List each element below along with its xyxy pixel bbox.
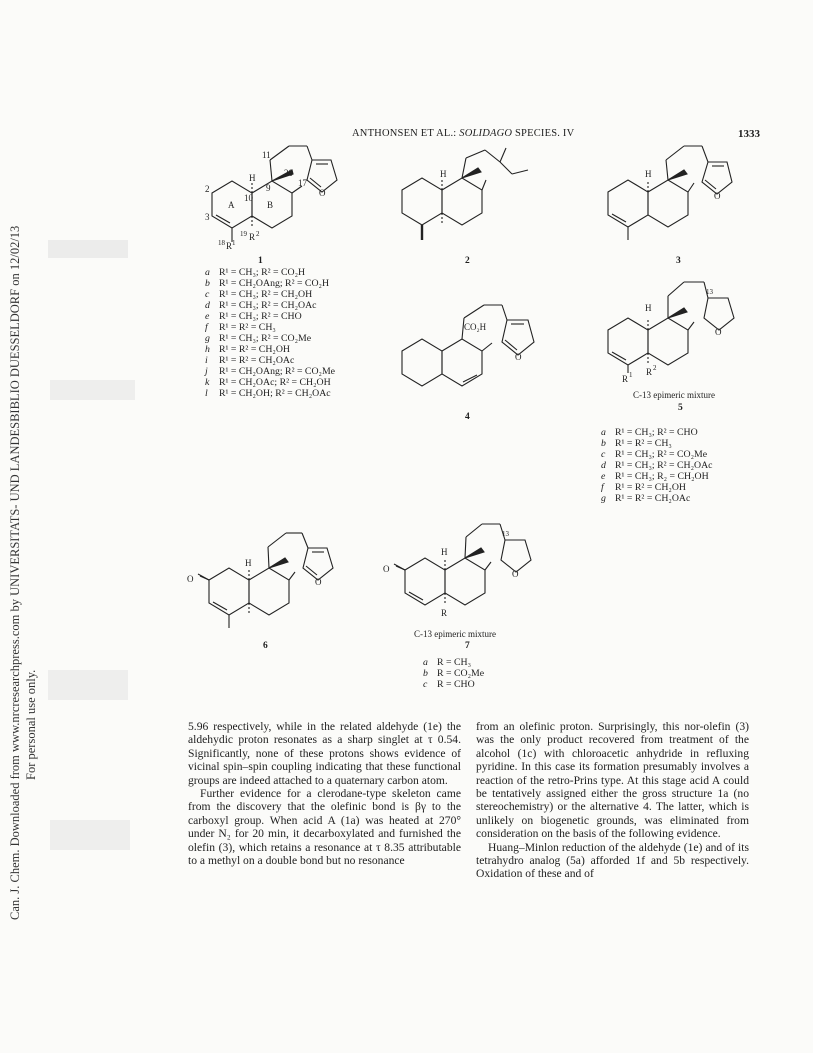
bond-line <box>269 558 288 568</box>
bond-line <box>648 180 688 227</box>
atom-label: 3 <box>205 212 210 222</box>
atom-label: H <box>441 547 448 557</box>
item-formula: R¹ = R² = CH₃ <box>615 438 672 449</box>
bond-line <box>485 150 500 162</box>
atom-label: R <box>249 232 256 242</box>
item-formula: R = CHO <box>437 679 475 690</box>
bond-line <box>396 566 405 570</box>
atom-label: 2 <box>205 184 210 194</box>
item-key: b <box>205 278 210 289</box>
bond-line <box>442 178 482 225</box>
item-formula: R¹ = CH₃; R² = CH₂OAc <box>219 300 317 311</box>
atom-label: 19 <box>240 230 247 238</box>
atom-label: 2 <box>653 364 657 372</box>
structure-2 <box>402 148 528 240</box>
atom-label: 1 <box>629 371 633 379</box>
bond-line <box>289 572 295 580</box>
list-item <box>601 460 713 471</box>
item-formula: R¹ = CH₃; R² = CO₂Me <box>615 449 708 460</box>
scan-noise <box>50 820 130 850</box>
list-item <box>205 344 335 355</box>
item-key: d <box>601 460 606 471</box>
atom-label: 18 <box>218 239 225 247</box>
item-formula: R¹ = CH₃; R² = CO₂Me <box>219 333 312 344</box>
list-item <box>205 300 335 311</box>
bond-line <box>612 352 626 360</box>
list-item <box>601 427 713 438</box>
structure-3 <box>608 146 732 240</box>
atom-label: O <box>315 577 322 587</box>
item-key: b <box>423 668 428 679</box>
atom-label: H <box>645 303 652 313</box>
item-formula: R¹ = CH₂OAng; R² = CO₂H <box>219 278 330 289</box>
bond-line <box>612 214 626 222</box>
bond-line <box>668 170 687 180</box>
watermark-line-1: Can. J. Chem. Downloaded from www.nrcresearchpress.com by UNIVERSITATS- UND LANDESBIBLIO DUESSELDORF on 12/02/13 <box>8 225 22 920</box>
bond-line <box>465 548 484 558</box>
bond-line <box>666 160 668 180</box>
bond-line <box>502 320 534 355</box>
atom-label: O <box>714 191 721 201</box>
paragraph: Huang–Minlon reduction of the aldehyde (1e) and of its tetrahydro analog (5a) afforded 1f and 5b respectively. Oxidation of these and of <box>476 840 749 881</box>
bond-line <box>502 305 507 320</box>
bond-line <box>705 180 716 189</box>
atom-label: B <box>267 200 274 210</box>
list-item <box>423 679 484 690</box>
item-key: d <box>205 300 210 311</box>
bond-line <box>485 562 491 570</box>
bond-line <box>702 162 732 194</box>
item-key: a <box>601 427 606 438</box>
bond-line <box>306 566 317 575</box>
ring-a-double-bond <box>216 215 230 223</box>
item-key: l <box>205 388 208 399</box>
item-formula: R¹ = R² = CH₂OH <box>615 482 686 493</box>
atom-label: A <box>228 200 235 210</box>
substituent-list-5 <box>601 427 713 504</box>
item-key: e <box>601 471 606 482</box>
bond-line <box>512 170 528 174</box>
atom-label: H <box>245 558 252 568</box>
paragraph: from an olefinic proton. Surprisingly, this nor-olefin (3) was the only product recovered from treatment of the alcohol (1c) with chloroacetic anhydride in refluxing pyridine. In this case its formation presumably involves a reaction of the retro-Prins type. At this stage acid A could be tentatively assigned either the gross structure 1a (no stereochemistry) or the alternative 4. The latter, which is unlikely on biogenetic grounds, was eliminated from consideration on the basis of the following evidence. <box>476 720 749 841</box>
substituent-list-1 <box>205 267 335 399</box>
chain-bond <box>307 146 312 160</box>
atom-label: H <box>249 173 256 183</box>
item-key: h <box>205 344 210 355</box>
bond-line <box>501 540 531 572</box>
bond-line <box>213 602 227 610</box>
list-item <box>205 388 335 399</box>
compound-label-6: 6 <box>263 641 268 651</box>
atom-label: R <box>646 367 653 377</box>
list-item <box>205 322 335 333</box>
bond-line <box>302 533 308 548</box>
bond-line <box>465 537 466 558</box>
item-formula: R¹ = CH₂OAng; R² = CO₂Me <box>219 366 336 377</box>
bond-line <box>500 148 506 162</box>
bond-line <box>462 168 481 178</box>
list-item <box>601 449 713 460</box>
atom-label: 20 <box>284 168 293 178</box>
bond-line <box>445 558 485 605</box>
bond-line <box>500 162 512 174</box>
bond-line <box>462 158 466 178</box>
bond-line <box>200 576 209 580</box>
item-formula: R¹ = CH₃; R² = CO₂H <box>219 267 306 278</box>
running-title-suffix: SPECIES. IV <box>512 128 575 139</box>
bond-line <box>442 339 482 386</box>
bond-line <box>648 318 688 365</box>
bond-line <box>482 343 492 351</box>
item-key: k <box>205 377 210 388</box>
list-item <box>601 438 713 449</box>
bond-line <box>466 150 485 158</box>
bond-line <box>505 340 517 350</box>
list-item <box>601 482 713 493</box>
chain-bond <box>270 160 272 181</box>
furan-double-bond <box>310 178 321 187</box>
bond-line <box>482 180 486 190</box>
bond-line <box>608 180 648 227</box>
atom-label: O <box>383 564 390 574</box>
list-item <box>205 267 335 278</box>
compound-label-3: 3 <box>676 256 681 266</box>
atom-label: H <box>440 169 447 179</box>
atom-label: R <box>226 241 233 251</box>
atom-label: 10 <box>244 193 253 203</box>
compound-label-4: 4 <box>465 412 470 422</box>
list-item <box>205 355 335 366</box>
item-formula: R¹ = R² = CH₂OAc <box>219 355 295 366</box>
item-formula: R¹ = R² = CH₃ <box>219 322 276 333</box>
list-item <box>205 311 335 322</box>
bond-line <box>466 524 482 537</box>
structure-1 <box>205 146 337 251</box>
bond-line <box>668 308 687 318</box>
item-key: c <box>205 289 210 300</box>
compound-label-5: 5 <box>678 403 683 413</box>
item-formula: R¹ = CH₂OAc; R² = CH₂OH <box>219 377 331 388</box>
bond-line <box>702 146 708 162</box>
item-key: g <box>601 493 606 504</box>
atom-label: 11 <box>262 150 271 160</box>
bond-line <box>704 298 734 330</box>
bond-line <box>249 568 289 615</box>
atom-label: 13 <box>706 288 713 296</box>
bond-line <box>268 547 269 568</box>
running-title-prefix: ANTHONSEN ET AL.: <box>352 128 460 139</box>
item-key: e <box>205 311 210 322</box>
item-key: i <box>205 355 208 366</box>
item-key: b <box>601 438 606 449</box>
structure-6 <box>187 533 333 628</box>
caption-5: C-13 epimeric mixture <box>633 390 715 400</box>
list-item <box>601 471 713 482</box>
item-key: f <box>601 482 604 493</box>
bond-line <box>688 322 694 330</box>
bond-line <box>268 533 286 547</box>
watermark-line-2: For personal use only. <box>24 669 38 780</box>
atom-label: 2 <box>256 230 260 238</box>
atom-label: O <box>515 352 522 362</box>
atom-label: 9 <box>266 183 271 193</box>
atom-label: O <box>512 569 519 579</box>
compound-label-7: 7 <box>465 641 470 651</box>
bond-line <box>688 183 694 192</box>
list-item <box>205 333 335 344</box>
item-key: c <box>423 679 428 690</box>
item-formula: R¹ = CH₃; R₂ = CH₂OH <box>615 471 709 482</box>
item-formula: R¹ = CH₃; R² = CH₂OH <box>219 289 313 300</box>
atom-label: 17 <box>298 178 307 188</box>
item-formula: R¹ = R² = CH₂OH <box>219 344 290 355</box>
item-key: j <box>205 366 208 377</box>
bond-line <box>608 318 648 365</box>
atom-label: CO₂H <box>464 322 487 332</box>
atom-label: O <box>319 188 326 198</box>
item-formula: R¹ = CH₃; R² = CHO <box>615 427 698 438</box>
bond-line <box>402 178 442 225</box>
bond-line <box>668 282 684 296</box>
item-key: g <box>205 333 210 344</box>
item-key: a <box>205 267 210 278</box>
paragraph: Further evidence for a clerodane-type skeleton came from the discovery that the olefinic bond is βγ to the carboxyl group. When acid A (1a) was heated at 270° under N₂ for 20 min, it decarboxylated and furnished the olefin (3), which retains a resonance at τ 8.35 attributable to a methyl on a double bond but no resonance <box>188 787 461 868</box>
item-key: a <box>423 657 428 668</box>
list-item <box>205 289 335 300</box>
item-formula: R = CH₃ <box>437 657 471 668</box>
body-column-right <box>476 720 749 881</box>
item-formula: R¹ = CH₂OH; R² = CH₂OAc <box>219 388 331 399</box>
structure-5 <box>608 282 734 384</box>
atom-label: O <box>187 574 194 584</box>
atom-label: R <box>441 608 448 618</box>
bond-line <box>402 339 442 386</box>
item-formula: R = CO₂Me <box>437 668 485 679</box>
running-title-genus: SOLIDAGO <box>459 128 513 139</box>
list-item <box>205 377 335 388</box>
item-formula: R¹ = CH₃; R² = CH₂OAc <box>615 460 713 471</box>
page-number: 1333 <box>738 128 760 140</box>
bond-line <box>409 592 423 600</box>
list-item <box>423 657 484 668</box>
compound-label-2: 2 <box>465 256 470 266</box>
atom-label: H <box>645 169 652 179</box>
bond-line <box>464 305 484 318</box>
paragraph: 5.96 respectively, while in the related aldehyde (1e) the aldehydic proton resonates as a sharp singlet at τ 0.54. Significantly, none of these protons shows evidence of vicinal spin–spin coupling indicating that these functional groups are indeed attached to a quaternary carbon atom. <box>188 720 461 787</box>
atom-label: R <box>622 374 629 384</box>
body-column-left <box>188 720 461 867</box>
atom-label: 1 <box>232 239 236 247</box>
item-formula: R¹ = CH₃; R² = CHO <box>219 311 302 322</box>
chain-bond <box>270 146 289 160</box>
bond-line <box>666 146 684 160</box>
list-item <box>423 668 484 679</box>
item-formula: R¹ = R² = CH₂OAc <box>615 493 691 504</box>
compound-label-1: 1 <box>258 256 263 266</box>
substituent-list-7 <box>423 657 484 690</box>
item-key: c <box>601 449 606 460</box>
bond-line <box>303 548 333 580</box>
structure-4 <box>402 305 534 386</box>
caption-7: C-13 epimeric mixture <box>414 629 496 639</box>
atom-label: 13 <box>502 530 509 538</box>
structure-7 <box>383 524 531 618</box>
list-item <box>205 278 335 289</box>
list-item <box>205 366 335 377</box>
bond-line <box>209 568 249 615</box>
atom-label: O <box>715 327 722 337</box>
list-item <box>601 493 713 504</box>
item-key: f <box>205 322 208 333</box>
bond-line <box>405 558 445 605</box>
